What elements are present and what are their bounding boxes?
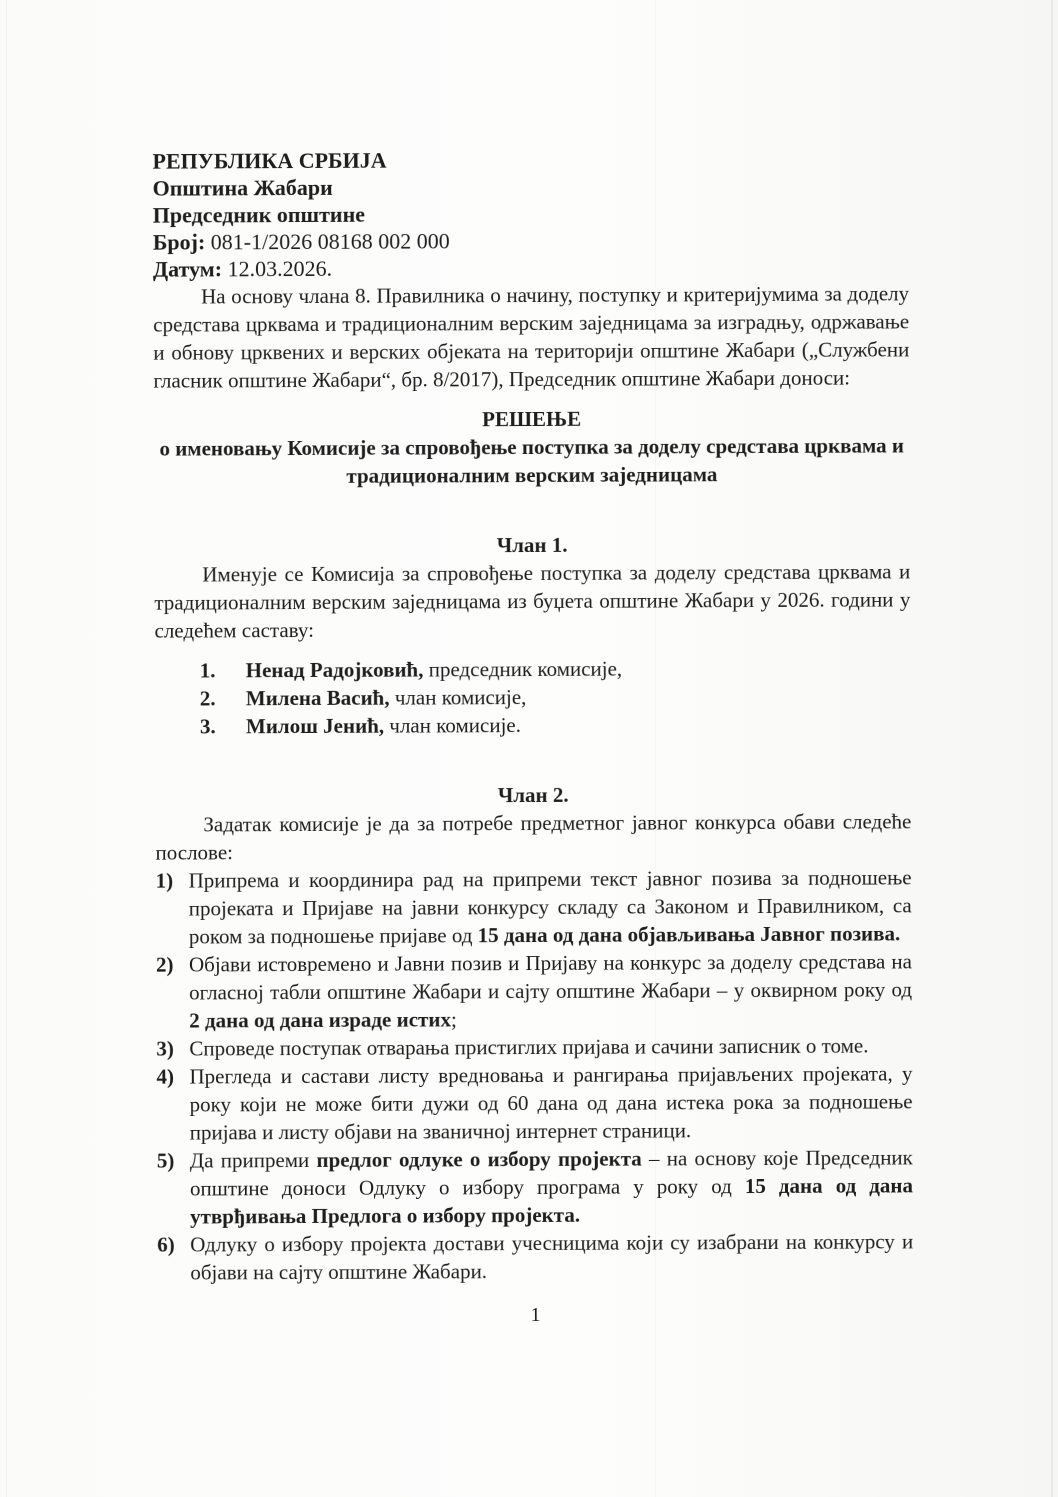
task-number: 6) (157, 1232, 175, 1257)
date-label: Датум: (152, 256, 223, 282)
task-text: Спроведе поступак отварања пристиглих пријава и сачини записник о томе. (189, 1033, 869, 1061)
article-2-heading: Члан 2. (497, 782, 569, 808)
member-entry: Ненад Радојковић, председник комисије, (245, 656, 623, 683)
list-item (156, 1031, 912, 1062)
list-item (157, 1143, 913, 1230)
member-entry: Милена Васић, члан комисије, (245, 685, 527, 711)
page-number: 1 (530, 1303, 541, 1327)
letterhead-municipality: Општина Жабари (152, 174, 333, 201)
member-entry: Милош Јенић, члан комисије. (245, 713, 521, 739)
commission-tasks-list (156, 863, 914, 1286)
commission-members-list (200, 653, 911, 740)
letterhead-date-line (153, 252, 909, 282)
task-number: 4) (156, 1064, 175, 1089)
task-number: 3) (156, 1036, 174, 1061)
list-item (156, 1059, 912, 1146)
document-subtitle: о именовању Комисије за спровођење поступка за доделу средстава црквама и традиционалним верским заједницама (159, 433, 905, 488)
list-item (156, 947, 912, 1034)
list-item (200, 653, 911, 684)
task-text: Прегледа и састави листу вредновања и рангирања пријављених пројеката, у року који не може бити дужи од 60 дана од дана истека рока за подношење пријава и листу објави на званичној интернет страници. (189, 1061, 913, 1145)
letterhead (152, 144, 909, 282)
list-item (200, 681, 911, 712)
task-number: 1) (155, 868, 174, 893)
letterhead-number-line (153, 225, 909, 255)
member-number: 1. (199, 658, 216, 683)
member-number: 3. (199, 714, 216, 739)
article-2-body: Задатак комисије је да за потребе предметног јавног конкурса обави следеће послове: (155, 809, 912, 865)
task-text: Да припреми предлог одлуке о избору пројекта – на основу које Председник општине доноси Одлуку о избору програма у року од 15 дана од дана утврђивања Предлога о избору пројекта. (189, 1145, 914, 1229)
task-text: Одлуку о избору пројекта достави учесницима који су изабрани на конкурсу и објави на сајту општине Жабари. (190, 1229, 914, 1285)
number-label: Број: (152, 229, 206, 255)
article-1-body: Именује се Комисија за спровођење поступка за доделу средстава црквама и традиционалним верским заједницама из буџета општине Жабари у 2026. години у следећем саставу: (154, 559, 911, 643)
scan-edge-artifact-left (6, 0, 7, 1497)
task-number: 2) (155, 952, 174, 977)
number-value: 081-1/2026 08168 002 000 (210, 228, 450, 255)
task-text: Припрема и координира рад на припреми текст јавног позива за подношење пројеката и Пријаве на јавни конкурсу складу са Законом и Правилником, са роком за подношење пријаве од 15 дана од дана објављивања Јавног позива. (188, 865, 912, 949)
list-item (200, 709, 911, 740)
task-number: 5) (156, 1148, 175, 1173)
letterhead-office: Председник општине (152, 201, 366, 228)
member-number: 2. (199, 686, 216, 711)
document-title: РЕШЕЊЕ (482, 406, 582, 432)
list-item (156, 863, 912, 950)
document-title-block (154, 403, 910, 490)
letterhead-country: РЕПУБЛИКА СРБИЈА (152, 147, 387, 174)
task-text: Објави истовремено и Јавни позив и Пријаву на конкурс за доделу средстава на огласној табли општине Жабари и сајту општине Жабари – у оквирном року од 2 дана од дана израде истих; (188, 949, 913, 1033)
scan-edge-artifact-right (1051, 0, 1053, 1497)
legal-basis-paragraph: На основу члана 8. Правилника о начину, поступку и критеријумима за доделу средстава црквама и традиционалним верским заједницама за изградњу, одржавање и обнову црквених и верских објеката на територији општине Жабари („Службени гласник општине Жабари“, бр. 8/2017), Председник општине Жабари доноси: (153, 281, 910, 393)
date-value: 12.03.2026. (227, 255, 333, 282)
list-item (157, 1227, 913, 1286)
article-1-heading: Члан 1. (496, 532, 568, 558)
document-content (152, 144, 913, 1330)
